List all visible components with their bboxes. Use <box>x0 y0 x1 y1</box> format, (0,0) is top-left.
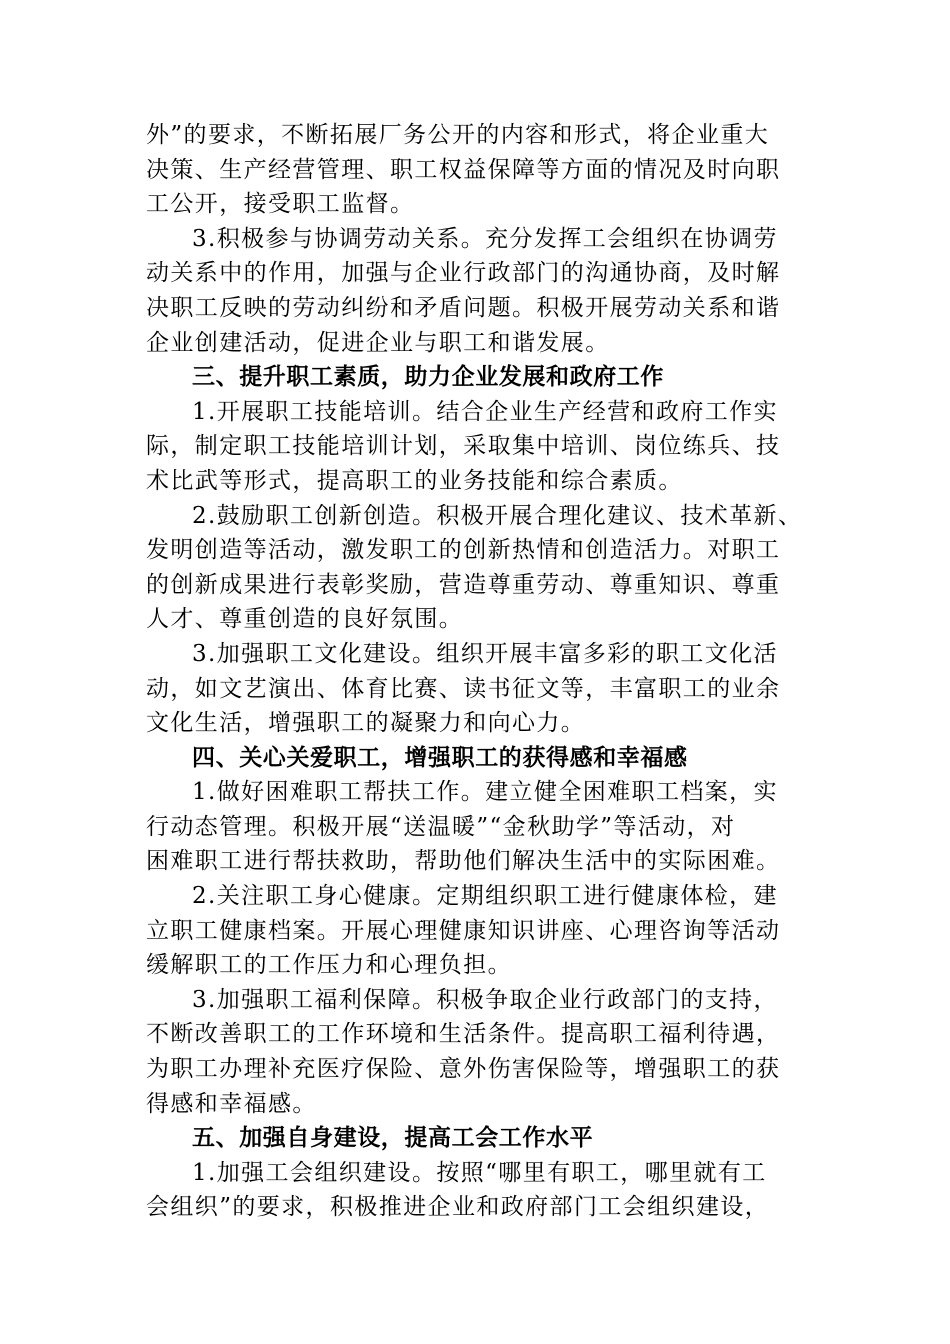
body-text-line: 行动态管理。积极开展“送温暖”“金秋助学”等活动，对 <box>146 813 736 840</box>
body-text-line: 工公开，接受职工监督。 <box>146 191 415 218</box>
body-text-line: 决策、生产经营管理、职工权益保障等方面的情况及时向职 <box>146 156 781 183</box>
body-text-line: 2.关注职工身心健康。定期组织职工进行健康体检，建 <box>192 883 778 910</box>
body-text-line: 动关系中的作用，加强与企业行政部门的沟通协商，及时解 <box>146 260 781 287</box>
body-text-line: 决职工反映的劳动纠纷和矛盾问题。积极开展劳动关系和谐 <box>146 294 781 321</box>
body-text-line: 立职工健康档案。开展心理健康知识讲座、心理咨询等活动 <box>146 917 781 944</box>
body-text-line: 动，如文艺演出、体育比赛、读书征文等，丰富职工的业余 <box>146 675 781 702</box>
body-text-line: 缓解职工的工作压力和心理负担。 <box>146 952 512 979</box>
body-text-line: 3.加强职工文化建设。组织开展丰富多彩的职工文化活 <box>192 640 778 667</box>
body-text-line: 3.积极参与协调劳动关系。充分发挥工会组织在协调劳 <box>192 225 778 252</box>
body-text-line: 1.加强工会组织建设。按照“哪里有职工，哪里就有工 <box>192 1159 767 1186</box>
body-text-line: 人才、尊重创造的良好氛围。 <box>146 606 464 633</box>
body-text-line: 3.加强职工福利保障。积极争取企业行政部门的支持， <box>192 986 778 1013</box>
body-text-line: 文化生活，增强职工的凝聚力和向心力。 <box>146 710 586 737</box>
body-text-line: 会组织”的要求，积极推进企业和政府部门工会组织建设， <box>146 1194 770 1221</box>
body-text-line: 困难职工进行帮扶救助，帮助他们解决生活中的实际困难。 <box>146 848 781 875</box>
body-text-line: 外”的要求，不断拓展厂务公开的内容和形式，将企业重大 <box>146 122 770 148</box>
body-text-line: 企业创建活动，促进企业与职工和谐发展。 <box>146 329 610 356</box>
body-text-line: 术比武等形式，提高职工的业务技能和综合素质。 <box>146 467 683 494</box>
body-text-line: 1.开展职工技能培训。结合企业生产经营和政府工作实 <box>192 398 778 425</box>
document-body <box>146 118 808 1225</box>
body-text-line: 为职工办理补充医疗保险、意外伤害保险等，增强职工的获 <box>146 1056 781 1083</box>
body-text-line: 际，制定职工技能培训计划，采取集中培训、岗位练兵、技 <box>146 433 781 460</box>
section-heading: 三、提升职工素质，助力企业发展和政府工作 <box>192 364 664 391</box>
body-text-line: 不断改善职工的工作环境和生活条件。提高职工福利待遇， <box>146 1021 781 1048</box>
body-text-line: 2.鼓励职工创新创造。积极开展合理化建议、技术革新、 <box>192 502 803 529</box>
body-text-line: 的创新成果进行表彰奖励，营造尊重劳动、尊重知识、尊重 <box>146 571 781 598</box>
body-text-line: 发明创造等活动，激发职工的创新热情和创造活力。对职工 <box>146 537 781 564</box>
section-heading: 五、加强自身建设，提高工会工作水平 <box>192 1125 594 1152</box>
body-text-line: 得感和幸福感。 <box>146 1090 317 1117</box>
section-heading: 四、关心关爱职工，增强职工的获得感和幸福感 <box>192 744 688 771</box>
body-text-line: 1.做好困难职工帮扶工作。建立健全困难职工档案，实 <box>192 779 778 806</box>
